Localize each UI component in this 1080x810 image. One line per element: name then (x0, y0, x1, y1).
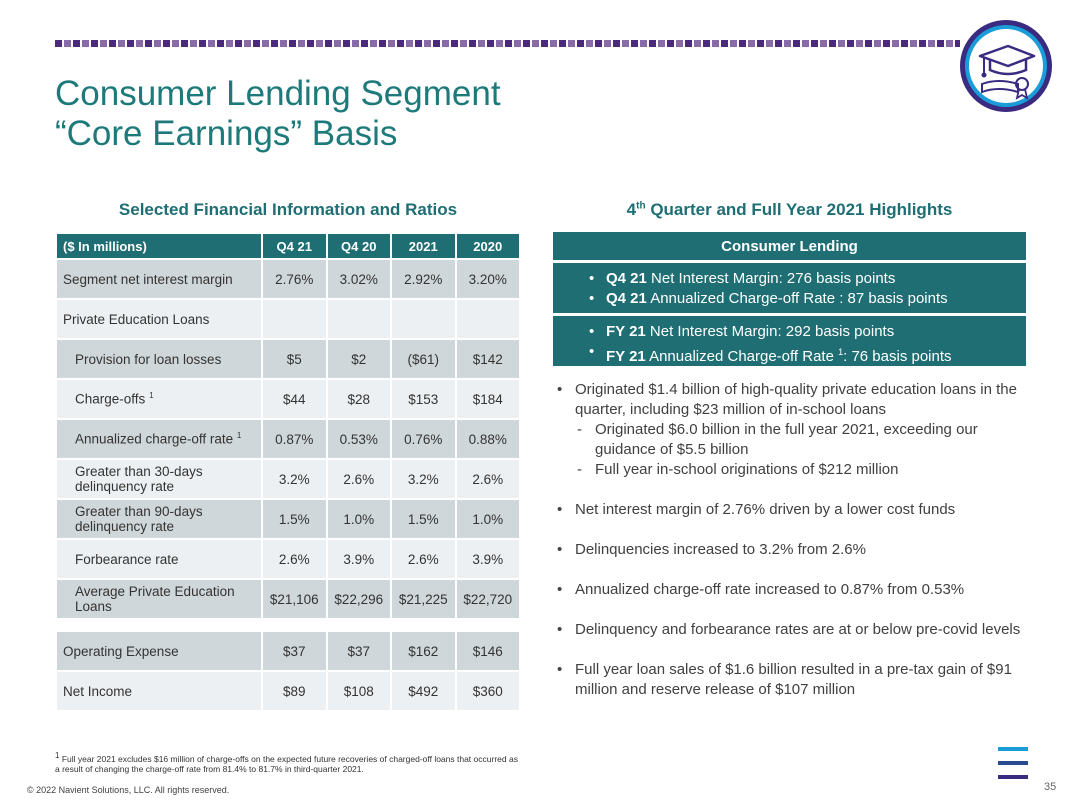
table-cell: 3.2% (391, 459, 456, 499)
table-cell: $28 (327, 379, 392, 419)
table-cell: $142 (456, 339, 521, 379)
period-label: FY 21 (606, 323, 646, 340)
table-row (56, 671, 520, 711)
highlight-bullet: • Originated $1.4 billion of high-quality private education loans in the quarter, including $23 million of in-school loans (556, 380, 1034, 420)
table-cell: $492 (391, 671, 456, 711)
column-header: ($ In millions) (56, 233, 262, 259)
stripe-blue (998, 747, 1028, 751)
heading-ordinal-suffix: th (636, 200, 646, 212)
table-cell: $2 (327, 339, 392, 379)
table-cell (327, 299, 392, 339)
highlight-bullet: • Delinquencies increased to 3.2% from 2.6% (556, 540, 1034, 560)
footnote (55, 751, 525, 774)
highlight-text: Net Interest Margin: 292 basis points (645, 323, 895, 340)
fy-highlight-item (606, 342, 1026, 367)
table-cell: 3.9% (327, 539, 392, 579)
table-row (56, 379, 520, 419)
table-cell: $146 (456, 631, 521, 671)
table-cell: 1.0% (456, 499, 521, 539)
table-cell: $360 (456, 671, 521, 711)
highlights-section-heading (553, 200, 1026, 220)
table-cell: 0.53% (327, 419, 392, 459)
table-cell: $5 (262, 339, 327, 379)
table-row (56, 579, 520, 619)
fy-highlights-box (553, 316, 1026, 366)
table-cell: $37 (262, 631, 327, 671)
page-title (55, 74, 501, 154)
table-spacer-row (56, 619, 520, 631)
row-label: Greater than 90-days delinquency rate (56, 499, 262, 539)
page-title-line-2: “Core Earnings” Basis (55, 114, 398, 153)
column-header: 2020 (456, 233, 521, 259)
table-cell: $108 (327, 671, 392, 711)
table-cell: $153 (391, 379, 456, 419)
table-cell (262, 299, 327, 339)
row-label: Forbearance rate (56, 539, 262, 579)
period-label: Q4 21 (606, 270, 647, 287)
highlight-bullet: • Full year loan sales of $1.6 billion resulted in a pre-tax gain of $91 million and reserve release of $107 million (556, 660, 1034, 700)
q4-highlights-box (553, 263, 1026, 313)
table-cell: ($61) (391, 339, 456, 379)
row-label: Greater than 30-days delinquency rate (56, 459, 262, 499)
spacer-cell (56, 619, 520, 631)
heading-ordinal-number: 4 (626, 200, 637, 219)
table-cell: 3.2% (262, 459, 327, 499)
row-label: Provision for loan losses (56, 339, 262, 379)
table-cell: 1.0% (327, 499, 392, 539)
footnote-ref: 1 (236, 431, 242, 441)
table-cell: 3.20% (456, 259, 521, 299)
decorative-stripe-bar (55, 40, 960, 47)
table-cell: $21,106 (262, 579, 327, 619)
q4-highlight-item (606, 269, 1026, 289)
row-label: Operating Expense (56, 631, 262, 671)
table-cell: $22,720 (456, 579, 521, 619)
column-header: Q4 21 (262, 233, 327, 259)
table-cell: $22,296 (327, 579, 392, 619)
table-cell: 0.88% (456, 419, 521, 459)
footnote-marker: 1 (55, 751, 60, 760)
table-cell: $162 (391, 631, 456, 671)
highlight-sub-bullet: - Full year in-school originations of $212 million (575, 460, 1034, 480)
period-label: FY 21 (606, 348, 646, 365)
period-label: Q4 21 (606, 290, 647, 307)
table-cell: 2.6% (262, 539, 327, 579)
table-row (56, 259, 520, 299)
table-row (56, 299, 520, 339)
consumer-lending-header: Consumer Lending (553, 232, 1026, 260)
highlight-bullet: • Net interest margin of 2.76% driven by a lower cost funds (556, 500, 1034, 520)
highlight-sub-bullet: - Originated $6.0 billion in the full year 2021, exceeding our guidance of $5.5 billion (575, 420, 1034, 460)
graduation-cap-diploma-icon (958, 18, 1054, 114)
table-cell: $44 (262, 379, 327, 419)
page-number: 35 (1044, 781, 1057, 793)
row-label-cell (56, 379, 262, 419)
table-cell: $89 (262, 671, 327, 711)
highlight-bullet: • Delinquency and forbearance rates are at or below pre-covid levels (556, 620, 1034, 640)
table-cell: 1.5% (262, 499, 327, 539)
row-label: Segment net interest margin (56, 259, 262, 299)
highlight-text: Net Interest Margin: 276 basis points (646, 270, 896, 287)
stripe-navy (998, 761, 1028, 765)
table-cell (391, 299, 456, 339)
table-cell: 2.76% (262, 259, 327, 299)
table-cell: 2.6% (456, 459, 521, 499)
column-header: Q4 20 (327, 233, 392, 259)
table-cell: $37 (327, 631, 392, 671)
table-section-heading: Selected Financial Information and Ratios (118, 200, 458, 219)
row-label: Private Education Loans (56, 299, 262, 339)
q4-highlight-item (606, 289, 1026, 309)
table-cell: 3.9% (456, 539, 521, 579)
table-row (56, 631, 520, 671)
stripe-purple (998, 775, 1028, 779)
table-cell: $184 (456, 379, 521, 419)
table-cell: 1.5% (391, 499, 456, 539)
table-row (56, 459, 520, 499)
fy-highlight-item (606, 322, 1026, 342)
highlight-text: Annualized Charge-off Rate : 87 basis points (646, 290, 948, 307)
table-row (56, 339, 520, 379)
copyright: © 2022 Navient Solutions, LLC. All rights reserved. (27, 785, 230, 795)
table-cell: 2.92% (391, 259, 456, 299)
table-cell: 0.87% (262, 419, 327, 459)
highlight-text: Annualized Charge-off Rate (645, 348, 839, 365)
highlight-bullet: • Annualized charge-off rate increased to 0.87% from 0.53% (556, 580, 1034, 600)
row-label: Charge-offs (75, 391, 146, 407)
highlights-list (556, 380, 1034, 720)
table-row (56, 419, 520, 459)
table-row (56, 539, 520, 579)
decorative-stripes (998, 747, 1028, 789)
highlight-text-end: : 76 basis points (843, 348, 952, 365)
column-header: 2021 (391, 233, 456, 259)
highlight-sub-list (556, 420, 1034, 480)
heading-rest: Quarter and Full Year 2021 Highlights (645, 200, 953, 219)
table-cell (456, 299, 521, 339)
row-label-cell (56, 419, 262, 459)
table-cell: 0.76% (391, 419, 456, 459)
footnote-ref: 1 (149, 391, 154, 401)
table-row (56, 499, 520, 539)
table-cell: $21,225 (391, 579, 456, 619)
page-title-line-1: Consumer Lending Segment (55, 74, 501, 113)
row-label: Net Income (56, 671, 262, 711)
footnote-text: Full year 2021 excludes $16 million of charge-offs on the expected future recoveries of charged-off loans that occurred as a result of changing the charge-off rate from 81.4% to 81.7% in third-quarter 2021. (55, 753, 518, 774)
table-header-row (56, 233, 520, 259)
footnote-ref: 1 (838, 347, 844, 357)
table-cell: 3.02% (327, 259, 392, 299)
table-cell: 2.6% (391, 539, 456, 579)
table-cell: 2.6% (327, 459, 392, 499)
row-label: Annualized charge-off rate (75, 431, 234, 447)
financial-table (55, 232, 521, 712)
row-label: Average Private Education Loans (56, 579, 262, 619)
